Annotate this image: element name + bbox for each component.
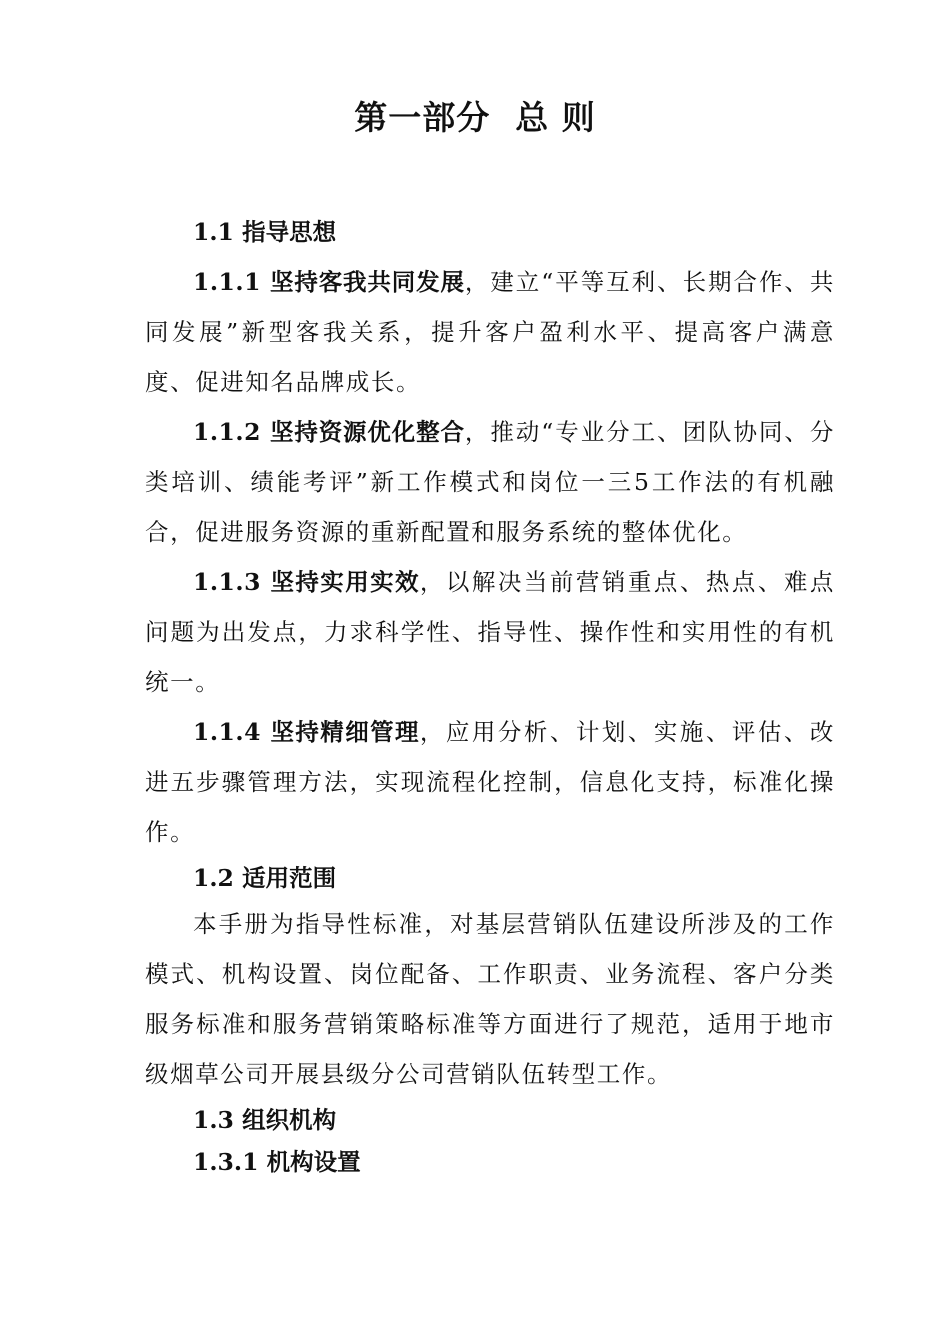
paragraph-text-1-1-2: ，推动“专业分工、团队协同、分类培训、绩能考评”新工作模式和岗位一三5工作法的有机融合，促进服务资源的重新配置和服务系统的整体优化。 [145,418,835,546]
paragraph-lead-1-1-2: 1.1.2 坚持资源优化整合 [193,418,465,446]
paragraph-1-1-2 [145,407,835,557]
paragraph-1-2: 本手册为指导性标准，对基层营销队伍建设所涉及的工作模式、机构设置、岗位配备、工作职责、业务流程、客户分类服务标准和服务营销策略标准等方面进行了规范，适用于地市级烟草公司开展县级分公司营销队伍转型工作。 [145,910,835,1088]
page-title: 第一部分 总 则 [354,98,596,137]
paragraph-1-1-1 [145,257,835,407]
section-heading-1-3-1: 1.3.1 机构设置 [193,1148,361,1176]
document-body [145,207,835,1183]
paragraph-text-1-1-1: ，建立“平等互利、长期合作、共同发展”新型客我关系，提升客户盈利水平、提高客户满意度、促进知名品牌成长。 [145,268,835,396]
paragraph-lead-1-1-1: 1.1.1 坚持客我共同发展 [193,268,465,296]
section-heading-1-1: 1.1 指导思想 [193,218,337,246]
paragraph-lead-1-1-3: 1.1.3 坚持实用实效 [193,568,420,596]
section-heading-1-2: 1.2 适用范围 [193,864,337,892]
paragraph-text-1-1-4: ，应用分析、计划、实施、评估、改进五步骤管理方法，实现流程化控制，信息化支持，标准化操作。 [145,718,835,846]
paragraph-1-1-3 [145,557,835,707]
section-heading-1-3: 1.3 组织机构 [193,1106,337,1134]
paragraph-1-1-4 [145,707,835,857]
paragraph-text-1-1-3: ，以解决当前营销重点、热点、难点问题为出发点，力求科学性、指导性、操作性和实用性的有机统一。 [145,568,835,696]
paragraph-lead-1-1-4: 1.1.4 坚持精细管理 [193,718,420,746]
